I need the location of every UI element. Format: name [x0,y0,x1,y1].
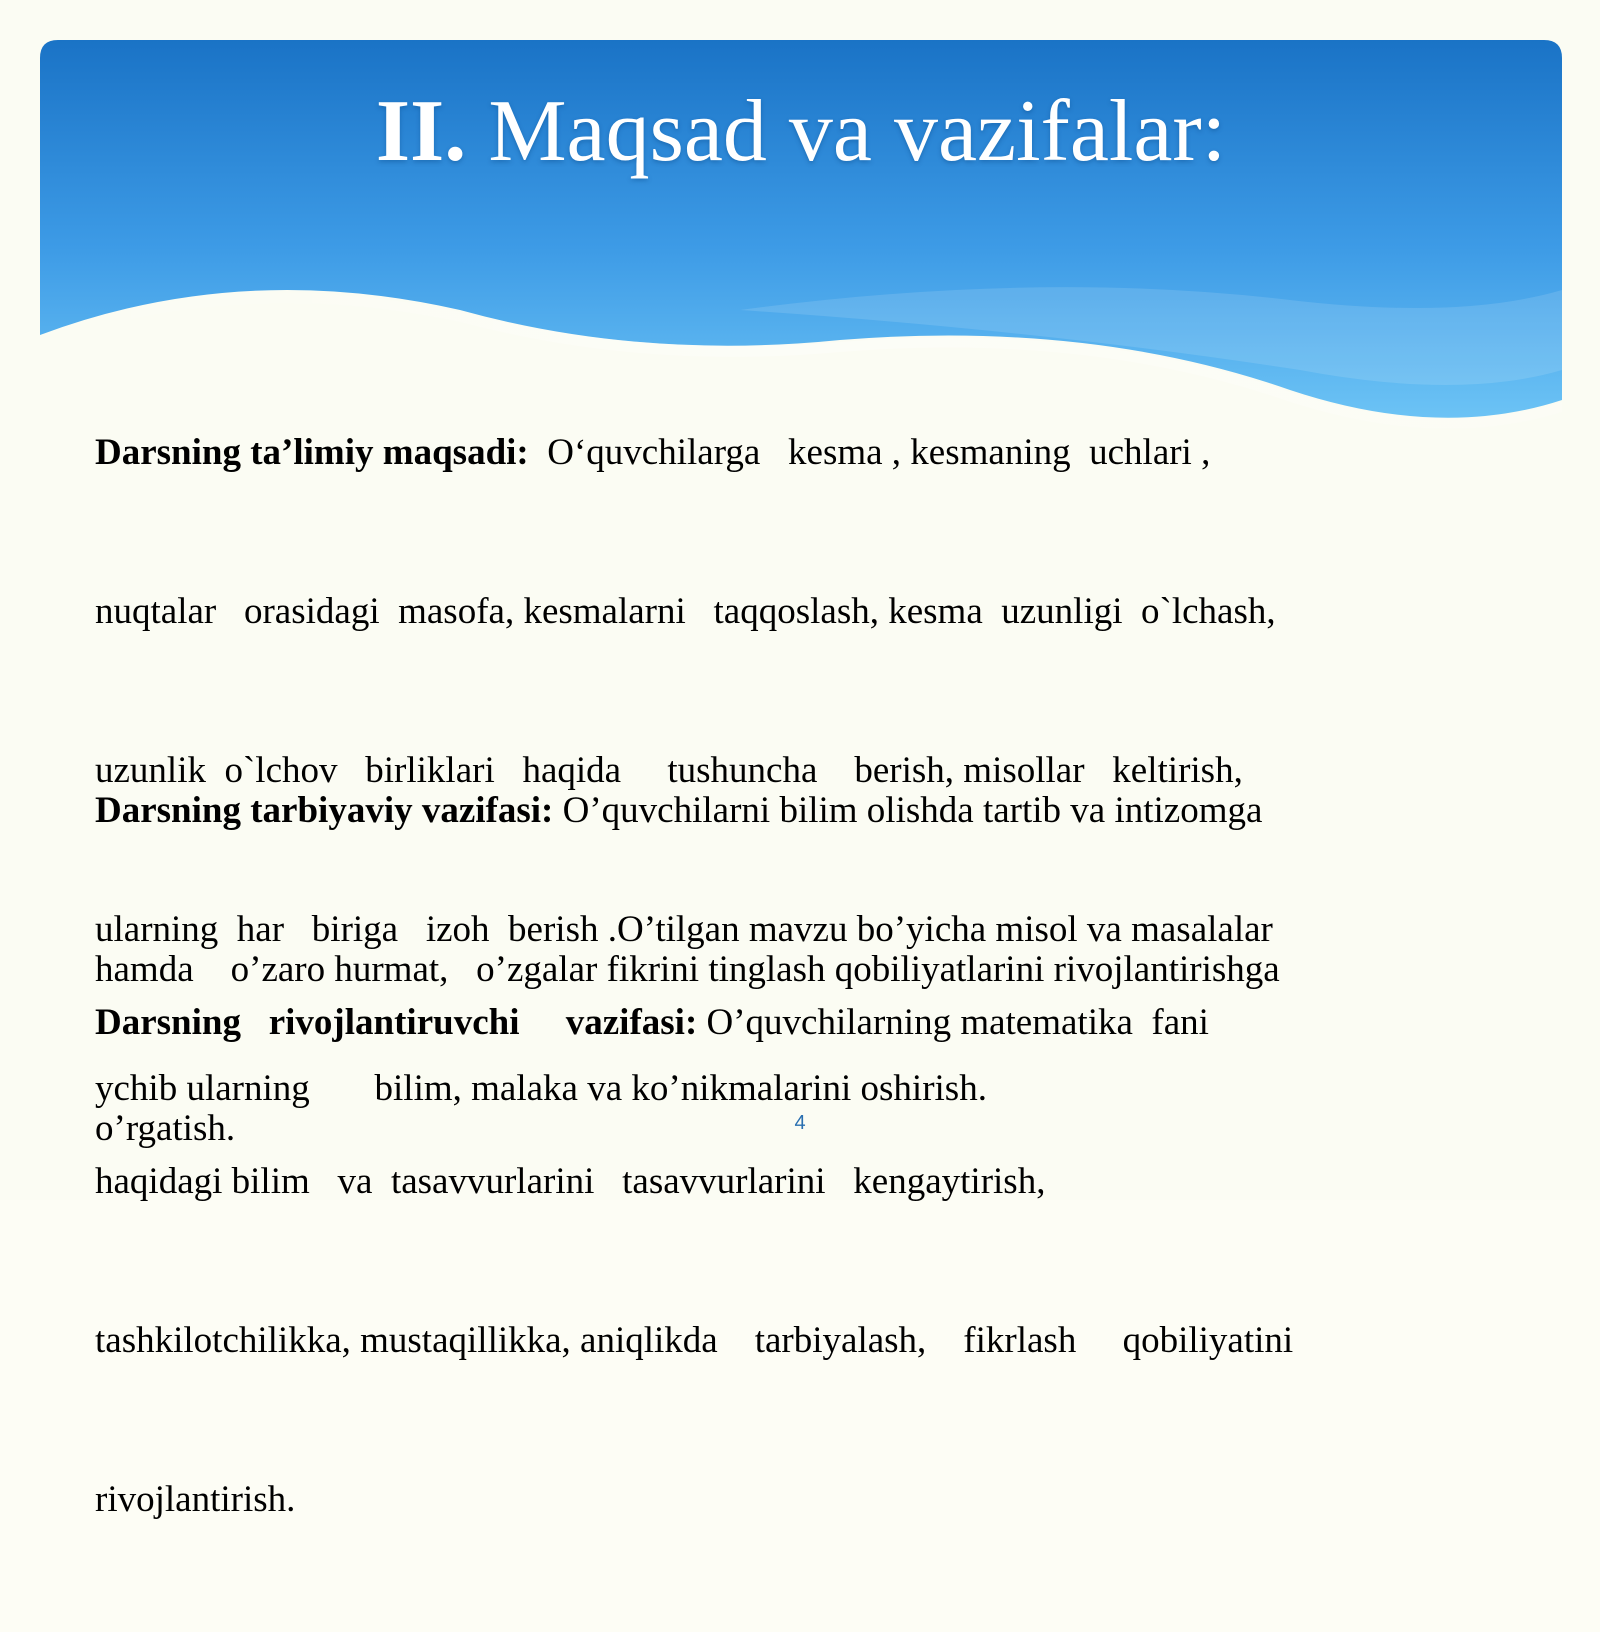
section-line: uzunlik o`lchov birliklari haqida tushuncha berish, misollar keltirish, [95,750,1243,791]
section-line: ularning har biriga izoh berish .O’tilgan mavzu bo’yicha misol va masalalar [95,909,1273,950]
section-line: tashkilotchilikka, mustaqillikka, aniqlikda tarbiyalash, fikrlash qobiliyatini [95,1320,1294,1361]
section-line [95,426,1535,479]
section-text: O’quvchilarning matematika fani [697,1002,1209,1043]
section-line: hamda o’zaro hurmat, o’zgalar fikrini tinglash qobiliyatlarini rivojlantirishga [95,949,1280,990]
section-developmental-task [95,890,1535,1632]
title-roman-numeral: II. [375,83,467,180]
section-line: rivojlantirish. [95,1479,296,1520]
section-line: nuqtalar orasidagi masofa, kesmalarni taqqoslash, kesma uzunligi o`lchash, [95,591,1276,632]
section-line [95,996,1535,1049]
page-number: 4 [794,1112,806,1134]
title-text: Maqsad va vazifalar: [466,83,1227,180]
section-line: haqidagi bilim va tasavvurlarini tasavvurlarini kengaytirish, [95,1161,1046,1202]
section-line: ychib ularning bilim, malaka va ko’nikmalarini oshirish. [95,1068,987,1109]
section-heading: Darsning tarbiyaviy vazifasi: [95,790,554,831]
section-line [95,784,1535,837]
section-line: o’rgatish. [95,1108,236,1149]
section-heading: Darsning rivojlantiruvchi vazifasi: [95,1002,698,1043]
section-text: O‘quvchilarga kesma , kesmaning uchlari , [528,432,1211,473]
section-text: O’quvchilarni bilim olishda tartib va intizomga [553,790,1263,831]
slide-title [40,82,1562,182]
section-heading: Darsning ta’limiy maqsadi: [95,432,529,473]
